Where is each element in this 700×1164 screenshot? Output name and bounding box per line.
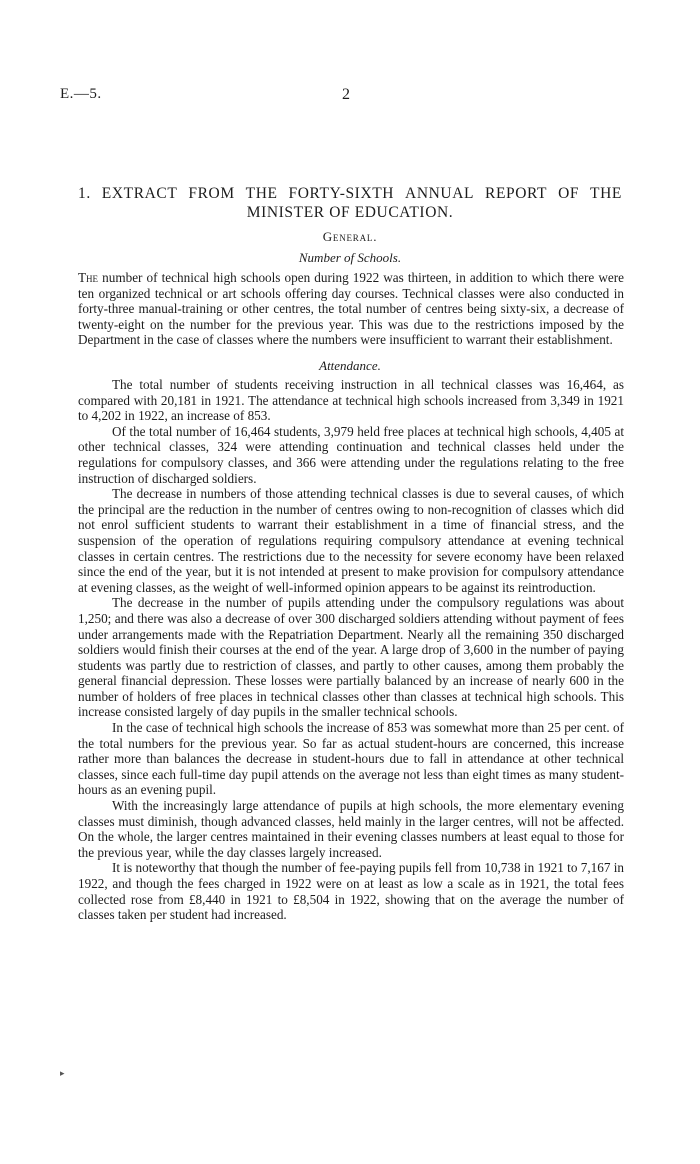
title-word: THE — [245, 185, 278, 202]
paragraph: In the case of technical high schools the increase of 853 was somewhat more than 25 per cent. of the total numbers for the previous year. So far as actual student-hours are concerned, this increase rather more than balances the decrease in student-hours due to fall in attendance at other technical classes, since each full-time day pupil attends on the average not less than eight times as many student-hours as an evening pupil. — [78, 720, 624, 798]
page-number: 2 — [342, 86, 351, 103]
attendance-section — [78, 377, 624, 923]
title-line-2: MINISTER OF EDUCATION. — [246, 204, 454, 221]
paragraph — [78, 270, 624, 348]
title-word: OF — [558, 185, 580, 202]
paragraph: Of the total number of 16,464 students, 3,979 held free places at technical high schools, 4,405 at other technical classes, 324 were attending continuation and technical classes held under the regulations for compulsory classes, and 366 were attending under the regulations relating to the free instruction of discharged soldiers. — [78, 423, 624, 486]
paragraph-text: number of technical high schools open during 1922 was thirteen, in addition to which there were ten organized technical or art schools offering day courses. Technical classes were also conducted in forty-three manual-training or other centres, the total number of centres being sixty-six, a decrease of twenty-eight on the number for the previous year. This was due to the restrictions imposed by the Department in the case of classes where the numbers were insufficient to warrant their establishment. — [78, 270, 624, 348]
title-word: EXTRACT — [101, 185, 178, 202]
paragraph: The decrease in the number of pupils attending under the compulsory regulations was about 1,250; and there was also a decrease of over 300 discharged soldiers attending without payment of fees under arrangements made with the Repatriation Department. Nearly all the remaining 350 discharged soldiers would finish their courses at the end of the year. A large drop of 3,600 in the number of paying students was partly due to restriction of classes, and partly to other causes, among them probably the general financial depression. These losses were partially balanced by an increase of nearly 600 in the number of holders of free places in technical classes other than classes at technical high schools. This increase consisted largely of day pupils in the smaller technical schools. — [78, 595, 624, 720]
document-code: E.—5. — [60, 86, 102, 102]
title-word: REPORT — [485, 185, 548, 202]
lead-word: The — [78, 270, 99, 285]
heading-number-of-schools: Number of Schools. — [298, 250, 402, 265]
title-word: FORTY-SIXTH — [288, 185, 395, 202]
title-line-1 — [78, 184, 622, 203]
title-word: ANNUAL — [405, 185, 475, 202]
margin-mark-icon: ▸ — [60, 1068, 65, 1078]
number-of-schools-section — [78, 270, 624, 348]
running-head — [60, 86, 640, 108]
title-word: FROM — [188, 185, 235, 202]
heading-attendance: Attendance. — [319, 358, 381, 373]
paragraph: It is noteworthy that though the number of fee-paying pupils fell from 10,738 in 1921 to 7,167 in 1922, and though the fees charged in 1922 were on at least as low a scale as in 1921, the total fees collected rose from £8,440 in 1921 to £8,504 in 1922, showing that on the average the number of classes taken per student had increased. — [78, 860, 624, 923]
paragraph: The total number of students receiving instruction in all technical classes was 16,464, as compared with 20,181 in 1921. The attendance at technical high schools increased from 3,349 in 1921 to 4,202 in 1922, an increase of 853. — [78, 377, 624, 424]
title-word: THE — [590, 185, 622, 202]
section-heading-general: General. — [322, 229, 378, 244]
report-title — [78, 184, 622, 222]
title-word: 1. — [78, 185, 91, 202]
paragraph: The decrease in numbers of those attending technical classes is due to several causes, of which the principal are the reduction in the number of centres owing to non-recognition of classes which did not enrol sufficient students to warrant their establishment in a time of financial stress, and the suspension of the operation of regulations requiring compulsory attendance at evening technical classes in certain centres. The restrictions due to the necessity for severe economy have been relaxed since the end of the year, but it is not intended at present to make provision for compulsory attendance at evening classes, as the weight of well-informed opinion appears to be against its reintroduction. — [78, 486, 624, 595]
paragraph: With the increasingly large attendance of pupils at high schools, the more elementary evening classes must diminish, though advanced classes, held mainly in the larger centres, will not be affected. On the whole, the larger centres maintained in their evening classes numbers at least equal to those for the previous year, while the day classes largely increased. — [78, 798, 624, 860]
